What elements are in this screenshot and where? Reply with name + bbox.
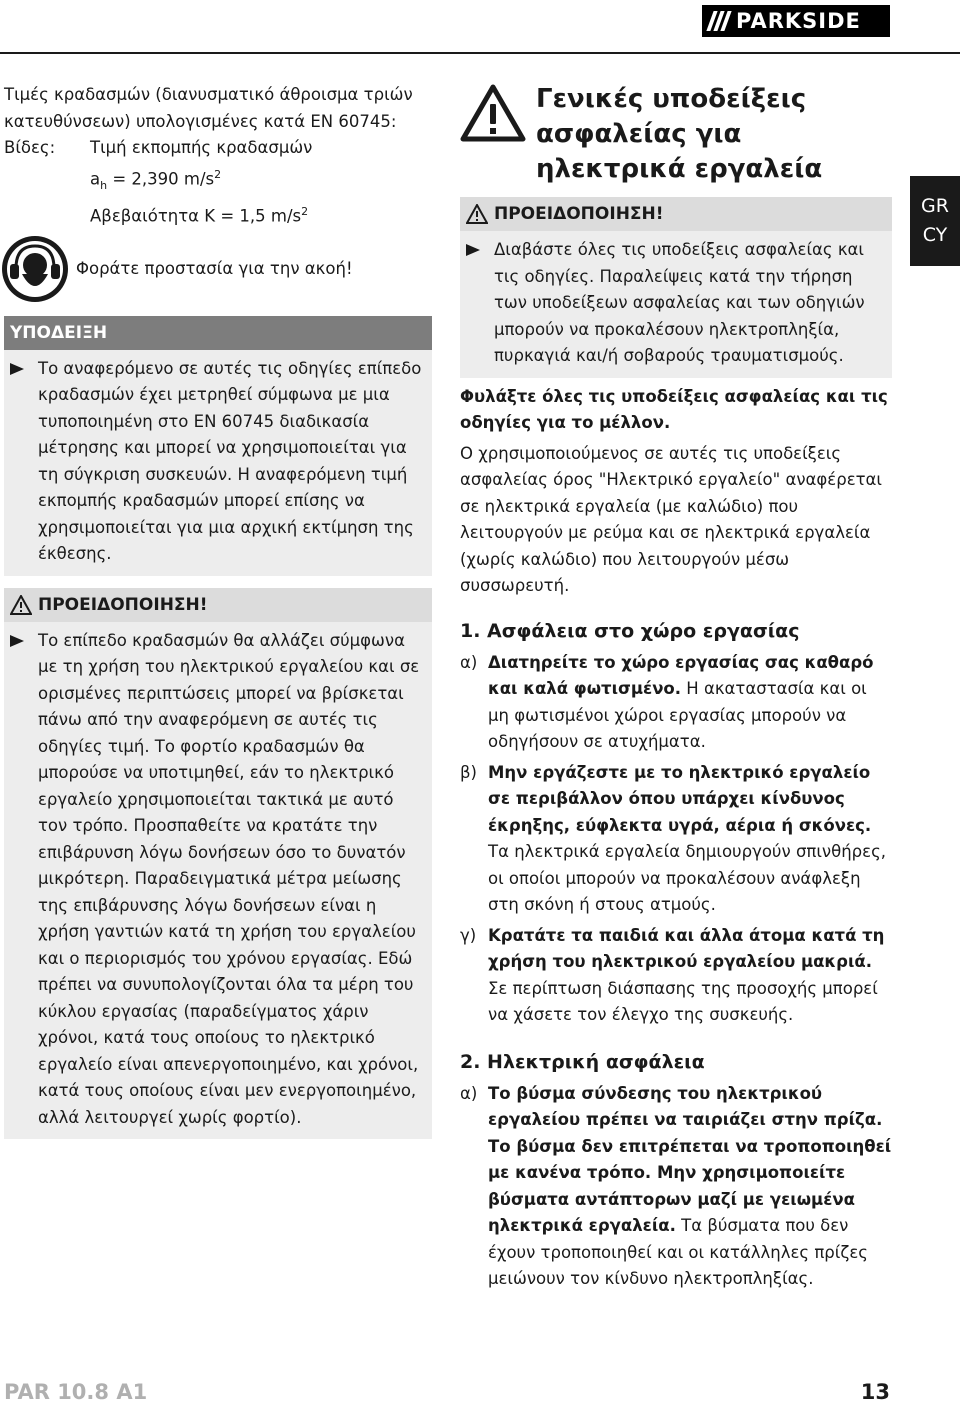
item-bold: Μην εργάζεστε με το ηλεκτρικό εργαλείο σε περιβάλλον όπου υπάρχει κίνδυνος έκρηξης, εύφλεκτα υγρά, αέρια ή σκόνες. [488, 762, 872, 835]
item-bold: Το βύσμα σύνδεσης του ηλεκτρικού εργαλείου πρέπει να ταιριάζει στην πρίζα. Το βύσμα δεν επιτρέπεται να τροποποιηθεί με κανένα τρόπο. Μην χρησιμοποιείτε βύσματα αντάπτορων μαζί με γειωμένα ηλεκτρικά εργαλεία. [488, 1083, 892, 1235]
ear-protection-row [0, 234, 432, 304]
list-item [460, 650, 892, 756]
vib-a: a [90, 169, 101, 188]
item-body: Τα βύσματα που δεν έχουν τροποποιηθεί και οι κατάλληλες πρίζες μειώνουν τον κίνδυνο ηλεκτροπληξίας. [488, 1216, 868, 1288]
arrow-bullet-icon [466, 244, 480, 256]
vibration-line-3 [90, 199, 312, 230]
vib-value: = 2,390 m/s [107, 169, 215, 188]
vib-sup: 2 [214, 167, 222, 181]
item-body: Σε περίπτωση διάσπασης της προσοχής μπορεί να χάσετε τον έλεγχο της συσκευής. [488, 978, 878, 1024]
warning-title-text-right: ΠΡΟΕΙΔΟΠΟΙΗΣΗ! [494, 204, 664, 224]
language-tab [910, 176, 960, 266]
note-box [4, 316, 432, 576]
list-item [460, 760, 892, 919]
item-letter: γ) [460, 925, 477, 945]
ear-protection-text: Φοράτε προστασία για την ακοή! [76, 258, 353, 278]
item-text [488, 650, 892, 756]
large-warning-triangle-icon [460, 84, 526, 142]
vibration-label: Βίδες: [4, 138, 56, 157]
item-text [488, 760, 892, 919]
warning-triangle-icon [466, 204, 488, 224]
item-bold: Κρατάτε τα παιδιά και άλλα άτομα κατά τη χρήση του ηλεκτρικού εργαλείου μακριά. [488, 925, 885, 971]
vibration-intro: Τιμές κραδασμών (διανυσματικό άθροισμα τριών κατευθύνσεων) υπολογισμένες κατά EN 60745: [4, 85, 413, 131]
header-rule [0, 52, 960, 54]
item-body: Τα ηλεκτρικά εργαλεία δημιουργούν σπινθήρες, οι οποίοι μπορούν να προκαλέσουν ανάφλεξη στη σκόνη ή στους ατμούς. [488, 842, 887, 914]
keep-instructions: Φυλάξτε όλες τις υποδείξεις ασφαλείας και τις οδηγίες για το μέλλον. [460, 386, 888, 432]
item-text [488, 1081, 892, 1293]
right-column [460, 82, 892, 1293]
item-letter: α) [460, 1083, 478, 1103]
note-bullet [4, 350, 432, 568]
warning-bullet-right [460, 231, 892, 370]
uncertainty-sup: 2 [301, 204, 309, 218]
vibration-details [90, 135, 312, 230]
vibration-values [4, 135, 432, 230]
warning-triangle-icon [10, 595, 32, 615]
list-item [460, 1081, 892, 1293]
left-column [4, 82, 432, 1139]
safety-main-title: Γενικές υποδείξεις ασφαλείας για ηλεκτρικά εργαλεία [536, 84, 823, 184]
note-title: ΥΠΟΔΕΙΞΗ [4, 316, 432, 350]
section-2-title: 2. Ηλεκτρική ασφάλεια [460, 1050, 705, 1073]
item-letter: α) [460, 652, 478, 672]
item-text [488, 923, 892, 1029]
item-letter: β) [460, 762, 477, 782]
ear-protection-icon [0, 234, 70, 304]
section-1-title: 1. Ασφάλεια στο χώρο εργασίας [460, 619, 800, 642]
uncertainty-value: Αβεβαιότητα K = 1,5 m/s [90, 206, 302, 226]
warning-text-left: Το επίπεδο κραδασμών θα αλλάζει σύμφωνα με τη χρήση του ηλεκτρικού εργαλείου και σε ορισμένες περιπτώσεις μπορεί να βρίσκεται πάνω από την αναφερόμενη σε αυτές τις οδηγίες τιμή. Το φορτίο κραδασμών θα μπορούσε να υποτιμηθεί, εάν το ηλεκτρικό εργαλείο χρησιμοποιείται τακτικά με αυτό τον τρόπο. Προσπαθείτε να κρατάτε την επιβάρυνση λόγω δονήσεων όσο το δυνατόν μικρότερη. Παραδειγματικά μέτρα μείωσης της επιβάρυνσης λόγω δονήσεων είναι η χρήση γαντιών κατά τη χρήση του εργαλείου και ο περιορισμός του χρόνου εργασίας. Εδώ πρέπει να συνυπολογίζονται όλα τα μέρη του κύκλου εργασίας (παραδείγματος χάριν χρόνοι, κατά τους οποίους το ηλεκτρικό εργαλείο είναι απενεργοποιημένο, και χρόνοι, κατά τους οποίους είναι μεν ενεργοποιημένο, αλλά λειτουργεί χωρίς φορτίο). [38, 630, 420, 1127]
term-definition: Ο χρησιμοποιούμενος σε αυτές τις υποδείξεις ασφαλείας όρος "Ηλεκτρικό εργαλείο" αναφέρεται σε ηλεκτρικά εργαλεία (με καλώδιο) που λειτουργούν με ρεύμα και σε ηλεκτρικά εργαλεία (χωρίς καλώδιο) που λειτουργούν μέσω συσσωρευτή. [460, 443, 883, 595]
list-item [460, 923, 892, 1029]
lang-cy: CY [922, 224, 948, 246]
warning-box-right [460, 197, 892, 378]
item-bold: Διατηρείτε το χώρο εργασίας σας καθαρό και καλά φωτισμένο. [488, 652, 874, 698]
warning-title-left [4, 588, 432, 622]
warning-title-text-left: ΠΡΟΕΙΔΟΠΟΙΗΣΗ! [38, 594, 208, 615]
arrow-bullet-icon [10, 363, 24, 375]
logo-stripes-icon [702, 5, 736, 37]
warning-box-left [4, 588, 432, 1140]
logo-text: PARKSIDE [736, 9, 861, 33]
lang-gr: GR [921, 195, 949, 217]
warning-text-right: Διαβάστε όλες τις υποδείξεις ασφαλείας και τις οδηγίες. Παραλείψεις κατά την τήρηση των υποδείξεων ασφαλείας και των οδηγιών μπορούν να προκαλέσουν ηλεκτροπληξία, πυρκαγιά και/ή σοβαρούς τραυματισμούς. [494, 240, 865, 365]
item-body: Η ακαταστασία και οι μη φωτισμένοι χώροι εργασίας μπορούν να οδηγήσουν σε ατυχήματα. [488, 679, 867, 751]
arrow-bullet-icon [10, 635, 24, 647]
vibration-line-1: Τιμή εκπομπής κραδασμών [90, 138, 313, 157]
page-number: 13 [860, 1380, 890, 1404]
safety-heading [460, 82, 892, 187]
footer-model: PAR 10.8 A1 [4, 1380, 148, 1404]
vib-sub-h: h [100, 178, 108, 192]
warning-title-right [460, 197, 892, 231]
note-text: Το αναφερόμενο σε αυτές τις οδηγίες επίπεδο κραδασμών έχει μετρηθεί σύμφωνα με μια τυποποιημένη στο EN 60745 διαδικασία μέτρησης και μπορεί να χρησιμοποιείται για τη σύγκριση συσκευών. Η αναφερόμενη τιμή εκπομπής κραδασμών μπορεί επίσης να χρησιμοποιείται για μια αρχική εκτίμηση της έκθεσης. [38, 358, 422, 564]
vibration-line-2 [90, 162, 312, 199]
parkside-logo [702, 5, 890, 37]
warning-bullet-left [4, 622, 432, 1132]
